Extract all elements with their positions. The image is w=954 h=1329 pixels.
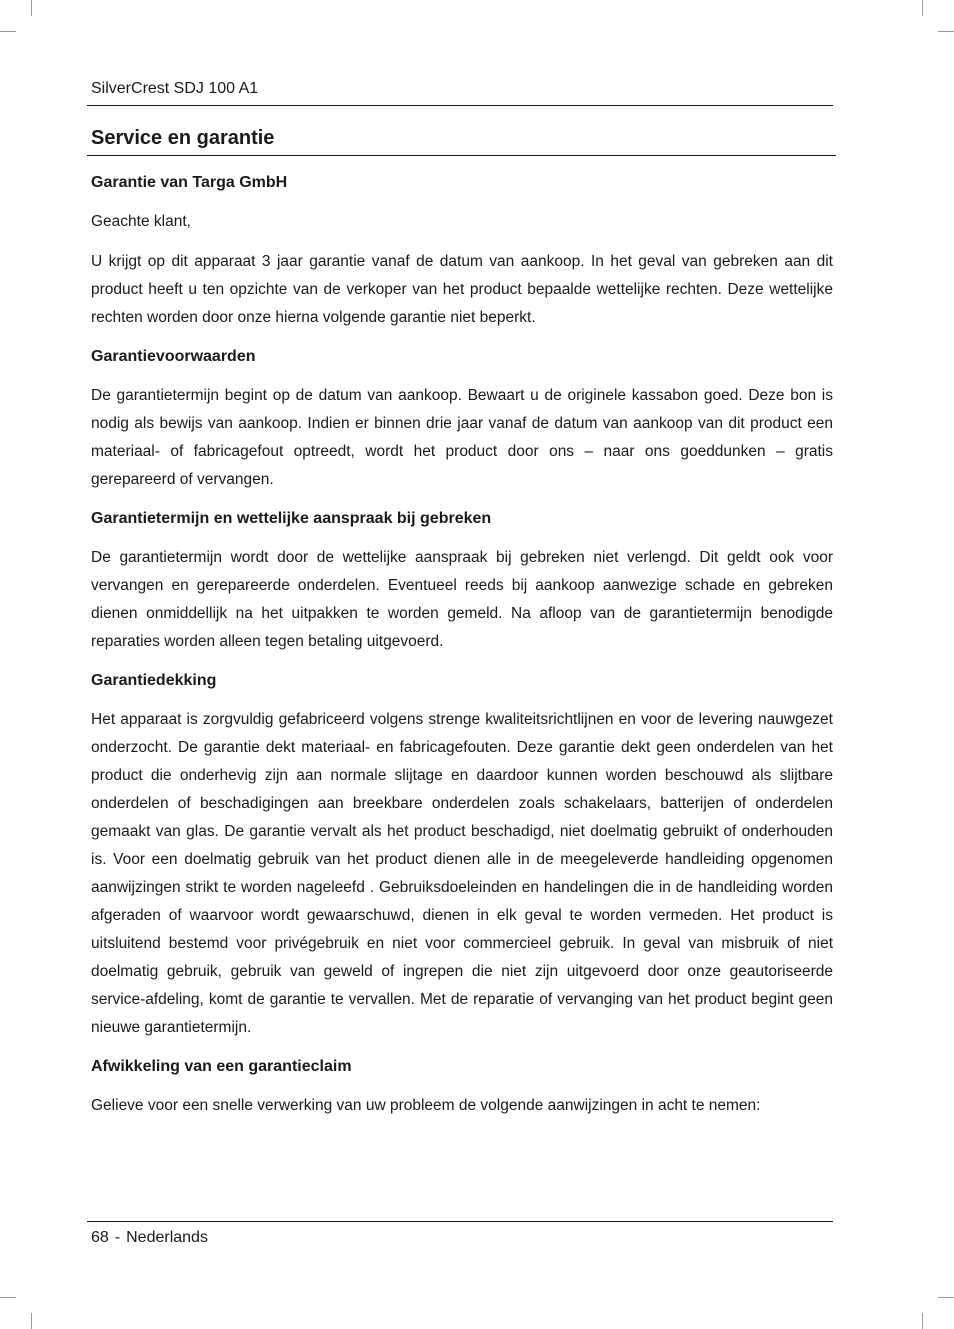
- section-heading: Garantievoorwaarden: [91, 348, 256, 365]
- section-heading: Garantietermijn en wettelijke aanspraak bij gebreken: [91, 510, 492, 527]
- paragraph: De garantietermijn wordt door de wettelijke aanspraak bij gebreken niet verlengd. Dit geldt ook voor vervangen en gerepareerde onderdelen. Eventueel reeds bij aankoop aanwezige schade en gebreken dienen onmiddellijk na het uitpakken te worden gemeld. Na afloop van de garantietermijn benodigde reparaties worden alleen tegen betaling uitgevoerd.: [91, 549, 833, 650]
- section-warranty-coverage: [91, 668, 833, 1042]
- crop-mark: [922, 1313, 923, 1329]
- section-heading: Garantiedekking: [91, 672, 217, 689]
- crop-mark: [922, 0, 923, 16]
- paragraph: Het apparaat is zorgvuldig gefabriceerd volgens strenge kwaliteitsrichtlijnen en voor de levering nauwgezet onderzocht. De garantie dekt materiaal- en fabricagefouten. Deze garantie dekt geen onderdelen van het product die onderhevig zijn aan normale slijtage en daardoor kunnen worden beschouwd als slijtbare onderdelen of beschadigingen aan breekbare onderdelen zoals schakelaars, batterijen of onderdelen gemaakt van glas. De garantie vervalt als het product beschadigd, niet doelmatig gebruikt of onderhouden is. Voor een doelmatig gebruik van het product dienen alle in de meegeleverde handleiding opgenomen aanwijzingen strikt te worden nageleefd . Gebruiksdoeleinden en handelingen die in de handleiding worden afgeraden of waarvoor wordt gewaarschuwd, dienen in elk geval te worden vermeden. Het product is uitsluitend bestemd voor privégebruik en niet voor commercieel gebruik. In geval van misbruik of niet doelmatig gebruik, gebruik van geweld of ingrepen die niet zijn uitgevoerd door onze geautoriseerde service-afdeling, komt de garantie te vervallen. Met de reparatie of vervanging van het product begint geen nieuwe garantietermijn.: [91, 711, 833, 1036]
- crop-mark: [31, 0, 32, 16]
- page-title: Service en garantie: [91, 127, 275, 149]
- footer-language: Nederlands: [126, 1229, 208, 1246]
- salutation: Geachte klant,: [91, 213, 191, 230]
- crop-mark: [938, 1297, 954, 1298]
- section-warranty-period: [91, 506, 833, 656]
- footer-separator: -: [114, 1229, 121, 1246]
- header-divider: [87, 105, 833, 106]
- section-warranty-conditions: [91, 344, 833, 494]
- running-header: SilverCrest SDJ 100 A1: [91, 80, 259, 97]
- title-divider: [87, 155, 836, 156]
- section-targa-warranty: [91, 170, 833, 332]
- page-footer: [91, 1227, 208, 1249]
- footer-divider: [87, 1221, 833, 1222]
- section-heading: Garantie van Targa GmbH: [91, 174, 288, 191]
- crop-mark: [0, 31, 16, 32]
- section-heading: Afwikkeling van een garantieclaim: [91, 1058, 352, 1075]
- page-number: 68: [91, 1229, 109, 1246]
- crop-mark: [938, 31, 954, 32]
- paragraph: U krijgt op dit apparaat 3 jaar garantie vanaf de datum van aankoop. In het geval van gebreken aan dit product heeft u ten opzichte van de verkoper van het product bepaalde wettelijke rechten. Deze wettelijke rechten worden door onze hierna volgende garantie niet beperkt.: [91, 253, 833, 326]
- paragraph: Gelieve voor een snelle verwerking van uw probleem de volgende aanwijzingen in acht te nemen:: [91, 1097, 761, 1114]
- section-warranty-claim: [91, 1054, 833, 1120]
- paragraph: De garantietermijn begint op de datum van aankoop. Bewaart u de originele kassabon goed. Deze bon is nodig als bewijs van aankoop. Indien er binnen drie jaar vanaf de datum van aankoop van dit product een materiaal- of fabricagefout optreedt, wordt het product door ons – naar ons goeddunken – gratis gerepareerd of vervangen.: [91, 387, 833, 488]
- crop-mark: [0, 1297, 16, 1298]
- document-body: [91, 170, 833, 1132]
- crop-mark: [31, 1313, 32, 1329]
